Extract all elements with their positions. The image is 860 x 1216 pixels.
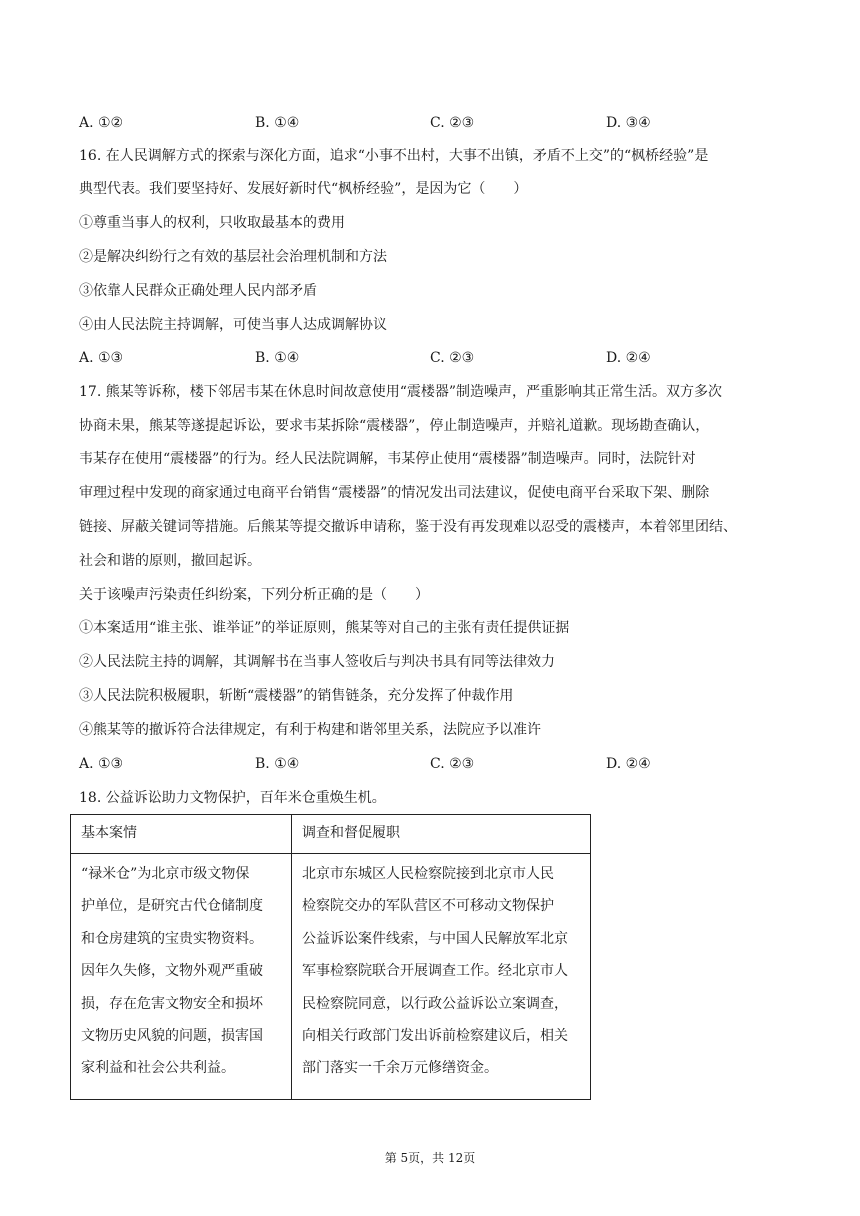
q17-option-a[interactable]: A. ①③	[79, 756, 124, 772]
cell-line: 公益诉讼案件线索，与中国人民解放军北京	[302, 930, 568, 947]
table-body-row	[71, 854, 591, 1100]
cell-line: 军事检察院联合开展调查工作。经北京市人	[302, 963, 568, 980]
q16-options	[79, 348, 779, 368]
q16-option-d[interactable]: D. ②④	[606, 350, 651, 366]
q16-stem-line-1: 16. 在人民调解方式的探索与深化方面，追求“小事不出村，大事不出镇，矛盾不上交”的“枫桥经验”是	[79, 148, 709, 164]
q17-option-d[interactable]: D. ②④	[606, 756, 651, 772]
q16-statement-1: ①尊重当事人的权利，只收取最基本的费用	[79, 215, 345, 231]
cell-line: 北京市东城区人民检察院接到北京市人民	[302, 866, 554, 882]
q17-stem-line-6: 社会和谐的原则，撤回起诉。	[79, 553, 261, 569]
header-investigation: 调查和督促履职	[292, 815, 591, 854]
q15-option-c[interactable]: C. ②③	[430, 115, 475, 131]
cell-line: 部门落实一千余万元修缮资金。	[302, 1060, 498, 1077]
q18-stem: 18. 公益诉讼助力文物保护，百年米仓重焕生机。	[79, 790, 386, 806]
header-basic-facts: 基本案情	[71, 815, 292, 854]
q15-option-d[interactable]: D. ③④	[606, 115, 651, 131]
cell-line: 因年久失修，文物外观严重破	[81, 963, 263, 980]
q16-stem-line-2: 典型代表。我们要坚持好、发展好新时代“枫桥经验”，是因为它（ ）	[79, 181, 528, 197]
cell-investigation	[292, 854, 591, 1100]
q17-statement-3: ③人民法院积极履职，斩断“震楼器”的销售链条，充分发挥了仲裁作用	[79, 688, 514, 704]
q17-options	[79, 754, 779, 774]
cell-line: 护单位，是研究古代仓储制度	[81, 898, 263, 915]
cell-line: 文物历史风貌的问题，损害国	[81, 1028, 263, 1045]
table-header-row	[71, 815, 591, 854]
q17-option-c[interactable]: C. ②③	[430, 756, 475, 772]
q17-statement-2: ②人民法院主持的调解，其调解书在当事人签收后与判决书具有同等法律效力	[79, 654, 555, 670]
q17-stem-line-5: 链接、屏蔽关键词等措施。后熊某等提交撤诉申请称，鉴于没有再发现难以忍受的震楼声，本着邻里团结、	[79, 519, 737, 535]
q17-question: 关于该噪声污染责任纠纷案，下列分析正确的是（ ）	[79, 587, 429, 603]
q16-statement-3: ③依靠人民群众正确处理人民内部矛盾	[79, 283, 317, 299]
cell-line: 和仓房建筑的宝贵实物资料。	[81, 930, 263, 947]
q17-stem-line-4: 审理过程中发现的商家通过电商平台销售“震楼器”的情况发出司法建议，促使电商平台采取下架、删除	[79, 485, 710, 501]
q16-option-a[interactable]: A. ①③	[79, 350, 124, 366]
q17-statement-4: ④熊某等的撤诉符合法律规定，有利于构建和谐邻里关系，法院应予以准许	[79, 722, 541, 738]
q16-option-c[interactable]: C. ②③	[430, 350, 475, 366]
cell-line: 家利益和社会公共利益。	[81, 1060, 235, 1077]
q17-statement-1: ①本案适用“谁主张、谁举证”的举证原则，熊某等对自己的主张有责任提供证据	[79, 620, 570, 636]
q18-case-table	[70, 814, 591, 1100]
cell-line: 民检察院同意，以行政公益诉讼立案调查，	[302, 995, 568, 1012]
q16-option-b[interactable]: B. ①④	[255, 350, 300, 366]
q17-stem-line-2: 协商未果，熊某等遂提起诉讼，要求韦某拆除“震楼器”，停止制造噪声，并赔礼道歉。现场勘查确认，	[79, 418, 710, 434]
cell-line: 向相关行政部门发出诉前检察建议后，相关	[302, 1028, 568, 1045]
q16-statement-2: ②是解决纠纷行之有效的基层社会治理机制和方法	[79, 249, 387, 265]
q17-stem-line-1: 17. 熊某等诉称，楼下邻居韦某在休息时间故意使用“震楼器”制造噪声，严重影响其正常生活。双方多次	[79, 384, 723, 400]
q15-options	[79, 113, 779, 133]
q16-statement-4: ④由人民法院主持调解，可使当事人达成调解协议	[79, 317, 387, 333]
cell-line: 检察院交办的军队营区不可移动文物保护	[302, 898, 554, 915]
q17-stem-line-3: 韦某存在使用“震楼器”的行为。经人民法院调解，韦某停止使用“震楼器”制造噪声。同时，法院针对	[79, 451, 696, 467]
cell-line: 损，存在危害文物安全和损坏	[81, 995, 263, 1012]
cell-basic-facts	[71, 854, 292, 1100]
q15-option-b[interactable]: B. ①④	[255, 115, 300, 131]
cell-line: “禄米仓”为北京市级文物保	[81, 866, 250, 882]
page-footer: 第 5页，共 12页	[384, 1151, 476, 1165]
q15-option-a[interactable]: A. ①②	[79, 115, 124, 131]
q17-option-b[interactable]: B. ①④	[255, 756, 300, 772]
